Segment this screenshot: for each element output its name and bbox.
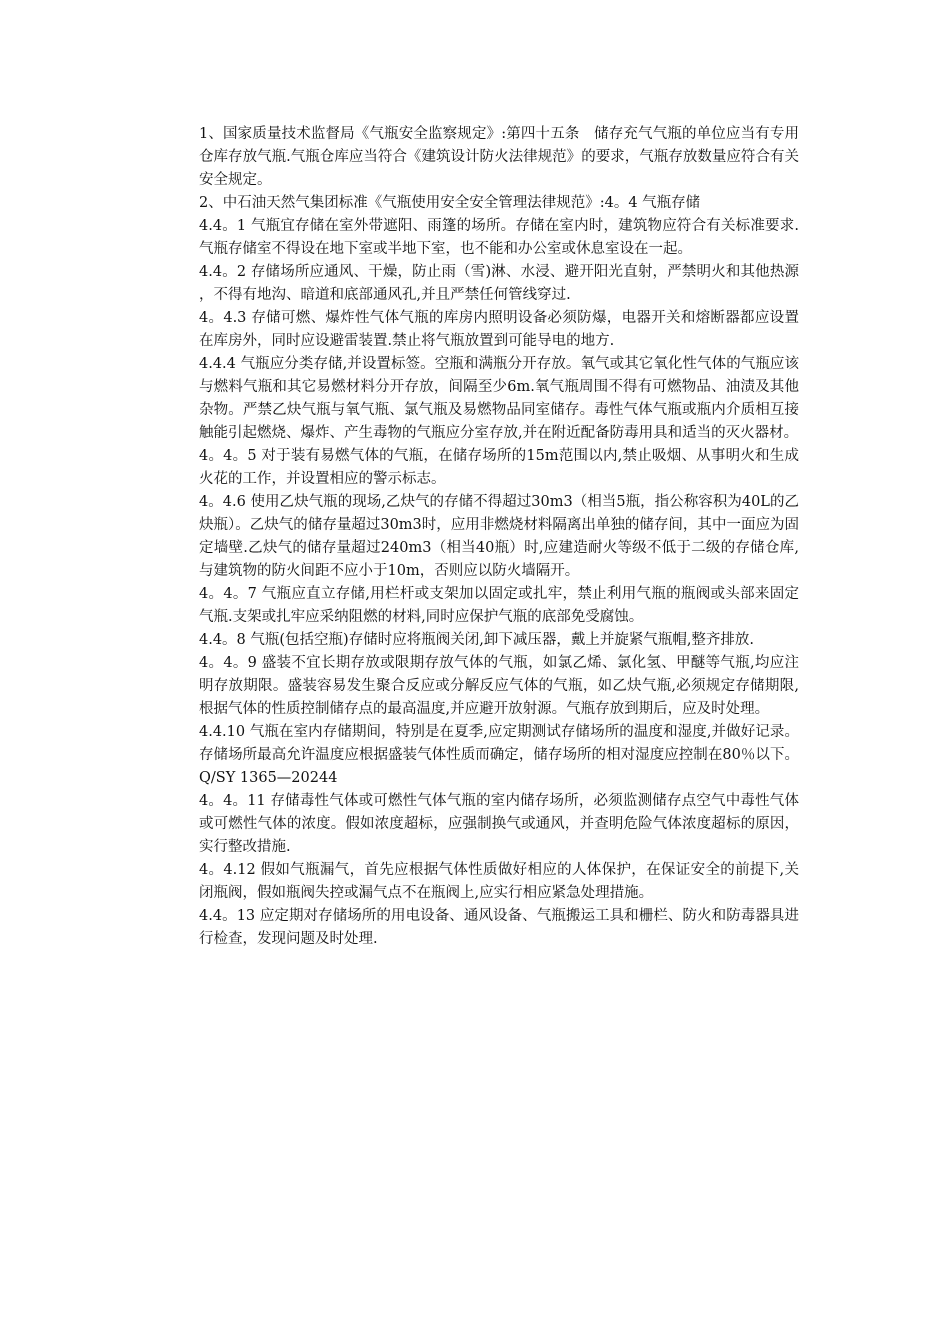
paragraph-2: 2、中石油天然气集团标准《气瓶使用安全安全管理法律规范》:4。4 气瓶存储 <box>199 195 701 211</box>
paragraph-4-4-5: 4。4。5 对于装有易燃气体的气瓶，在储存场所的15m范围以内,禁止吸烟、从事明火和生成火花的工作，并设置相应的警示标志。 <box>199 448 799 487</box>
paragraph-4-4-1: 4.4。1 气瓶宜存储在室外带遮阳、雨篷的场所。存储在室内时，建筑物应符合有关标准要求.气瓶存储室不得设在地下室或半地下室，也不能和办公室或休息室设在一起。 <box>199 218 799 257</box>
paragraph-4-4-4: 4.4.4 气瓶应分类存储,并设置标签。空瓶和满瓶分开存放。氧气或其它氧化性气体的气瓶应该与燃料气瓶和其它易燃材料分开存放，间隔至少6m.氧气瓶周围不得有可燃物品、油渍及其他杂物。严禁乙炔气瓶与氧气瓶、氯气瓶及易燃物品同室储存。毒性气体气瓶或瓶内介质相互接触能引起燃烧、爆炸、产生毒物的气瓶应分室存放,并在附近配备防毒用具和适当的灭火器材。 <box>199 356 799 441</box>
paragraph-4-4-12: 4。4.12 假如气瓶漏气，首先应根据气体性质做好相应的人体保护，在保证安全的前提下,关闭瓶阀，假如瓶阀失控或漏气点不在瓶阀上,应实行相应紧急处理措施。 <box>199 862 799 901</box>
paragraph-4-4-13: 4.4。13 应定期对存储场所的用电设备、通风设备、气瓶搬运工具和栅栏、防火和防毒器具进行检查，发现问题及时处理. <box>199 908 799 947</box>
paragraph-4-4-9: 4。4。9 盛装不宜长期存放或限期存放气体的气瓶，如氯乙烯、氯化氢、甲醚等气瓶,均应注明存放期限。盛装容易发生聚合反应或分解反应气体的气瓶，如乙炔气瓶,必须规定存储期限,根据气体的性质控制储存点的最高温度,并应避开放射源。气瓶存放到期后，应及时处理。 <box>199 655 799 717</box>
paragraph-4-4-7: 4。4。7 气瓶应直立存储,用栏杆或支架加以固定或扎牢，禁止利用气瓶的瓶阀或头部来固定气瓶.支架或扎牢应采纳阻燃的材料,同时应保护气瓶的底部免受腐蚀。 <box>199 586 799 625</box>
paragraph-4-4-10: 4.4.10 气瓶在室内存储期间，特别是在夏季,应定期测试存储场所的温度和湿度,并做好记录。存储场所最高允许温度应根据盛装气体性质而确定，储存场所的相对湿度应控制在80％以下。Q/SY 1365—20244 <box>199 724 799 786</box>
paragraph-4-4-11: 4。4。11 存储毒性气体或可燃性气体气瓶的室内储存场所，必须监测储存点空气中毒性气体或可燃性气体的浓度。假如浓度超标，应强制换气或通风，并查明危险气体浓度超标的原因，实行整改措施. <box>199 793 799 855</box>
document-body <box>199 123 799 951</box>
paragraph-4-4-2: 4.4。2 存储场所应通风、干燥，防止雨（雪)淋、水浸、避开阳光直射，严禁明火和其他热源，不得有地沟、暗道和底部通风孔,并且严禁任何管线穿过. <box>199 264 799 303</box>
paragraph-4-4-6: 4。4.6 使用乙炔气瓶的现场,乙炔气的存储不得超过30m3（相当5瓶，指公称容积为40L的乙炔瓶）。乙炔气的储存量超过30m3时，应用非燃烧材料隔离出单独的储存间，其中一面应为固定墙壁.乙炔气的储存量超过240m3（相当40瓶）时,应建造耐火等级不低于二级的存储仓库,与建筑物的防火间距不应小于10m，否则应以防火墙隔开。 <box>199 494 799 579</box>
paragraph-4-4-3: 4。4.3 存储可燃、爆炸性气体气瓶的库房内照明设备必须防爆，电器开关和熔断器都应设置在库房外，同时应设避雷装置.禁止将气瓶放置到可能导电的地方. <box>199 310 799 349</box>
paragraph-4-4-8: 4.4。8 气瓶(包括空瓶)存储时应将瓶阀关闭,卸下减压器，戴上并旋紧气瓶帽,整齐排放. <box>199 632 755 648</box>
paragraph-1: 1、国家质量技术监督局《气瓶安全监察规定》:第四十五条 储存充气气瓶的单位应当有专用仓库存放气瓶.气瓶仓库应当符合《建筑设计防火法律规范》的要求，气瓶存放数量应符合有关安全规定。 <box>199 126 799 188</box>
